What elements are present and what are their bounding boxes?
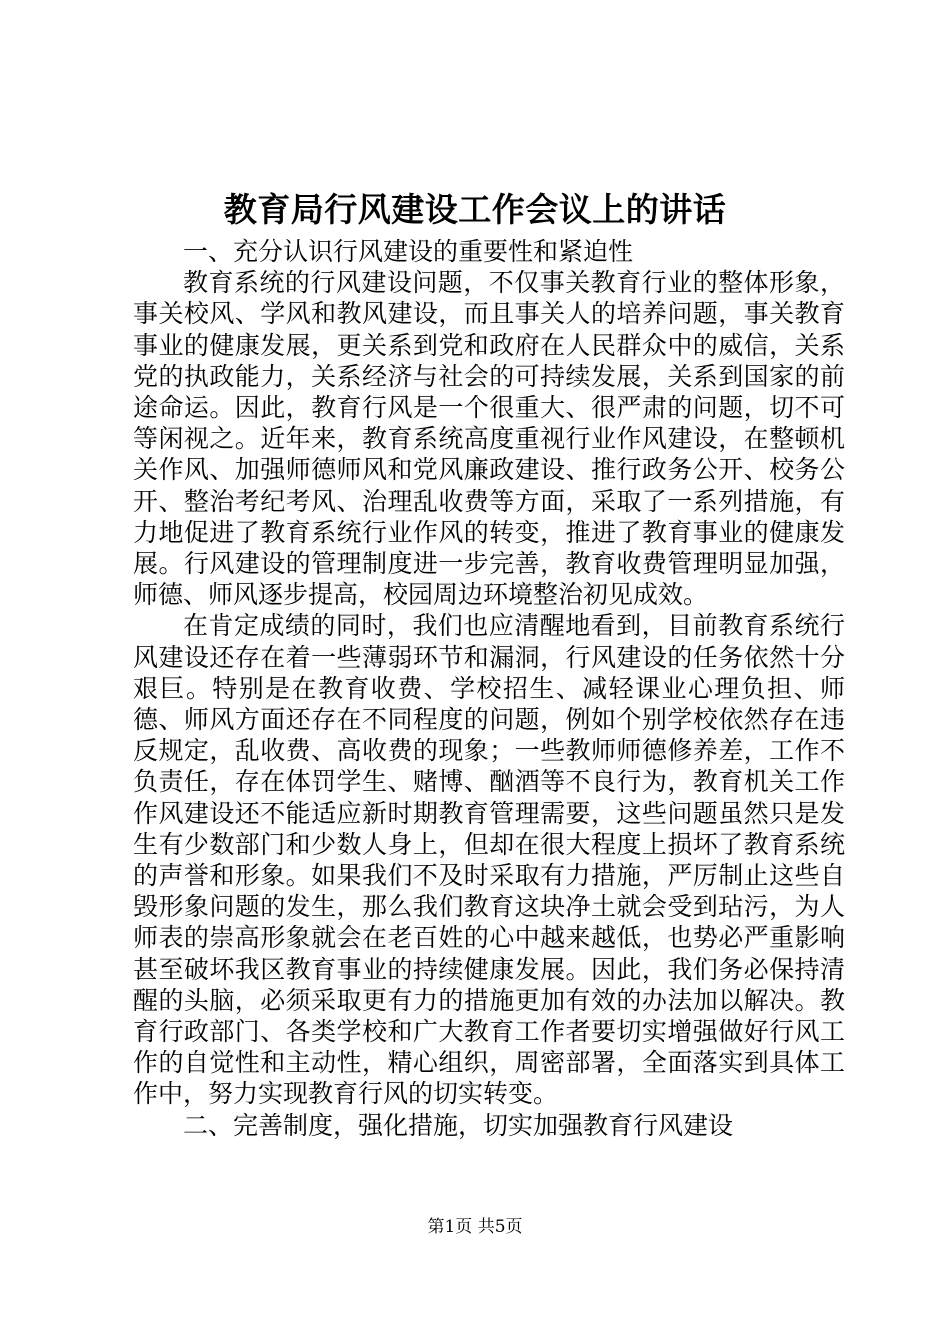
section-heading-2: 二、完善制度，强化措施，切实加强教育行风建设 <box>183 1110 734 1140</box>
document-body <box>133 236 845 1141</box>
page-footer: 第1页 共5页 <box>427 1217 523 1237</box>
document-title: 教育局行风建设工作会议上的讲话 <box>223 190 727 229</box>
body-paragraph-2: 在肯定成绩的同时，我们也应清醒地看到，目前教育系统行风建设还存在着一些薄弱环节和漏洞，行风建设的任务依然十分艰巨。特别是在教育收费、学校招生、减轻课业心理负担、师德、师风方面还存在不同程度的问题，例如个别学校依然存在违反规定，乱收费、高收费的现象；一些教师师德修养差，工作不负责任，存在体罚学生、赌博、酗酒等不良行为，教育机关工作作风建设还不能适应新时期教育管理需要，这些问题虽然只是发生有少数部门和少数人身上，但却在很大程度上损坏了教育系统的声誉和形象。如果我们不及时采取有力措施，严厉制止这些自毁形象问题的发生，那么我们教育这块净土就会受到玷污，为人师表的崇高形象就会在老百姓的心中越来越低，也势必严重影响甚至破坏我区教育事业的持续健康发展。因此，我们务必保持清醒的头脑，必须采取更有力的措施更加有效的办法加以解决。教育行政部门、各类学校和广大教育工作者要切实增强做好行风工作的自觉性和主动性，精心组织，周密部署，全面落实到具体工作中，努力实现教育行风的切实转变。 <box>133 611 845 1109</box>
section-heading-1: 一、充分认识行风建设的重要性和紧迫性 <box>183 237 634 266</box>
body-paragraph-1: 教育系统的行风建设问题，不仅事关教育行业的整体形象，事关校风、学风和教风建设，而且事关人的培养问题，事关教育事业的健康发展，更关系到党和政府在人民群众中的威信，关系党的执政能力，关系经济与社会的可持续发展，关系到国家的前途命运。因此，教育行风是一个很重大、很严肃的问题，切不可等闲视之。近年来，教育系统高度重视行业作风建设，在整顿机关作风、加强师德师风和党风廉政建设、推行政务公开、校务公开、整治考纪考风、治理乱收费等方面，采取了一系列措施，有力地促进了教育系统行业作风的转变，推进了教育事业的健康发展。行风建设的管理制度进一步完善，教育收费管理明显加强，师德、师风逐步提高，校园周边环境整治初见成效。 <box>133 268 845 610</box>
